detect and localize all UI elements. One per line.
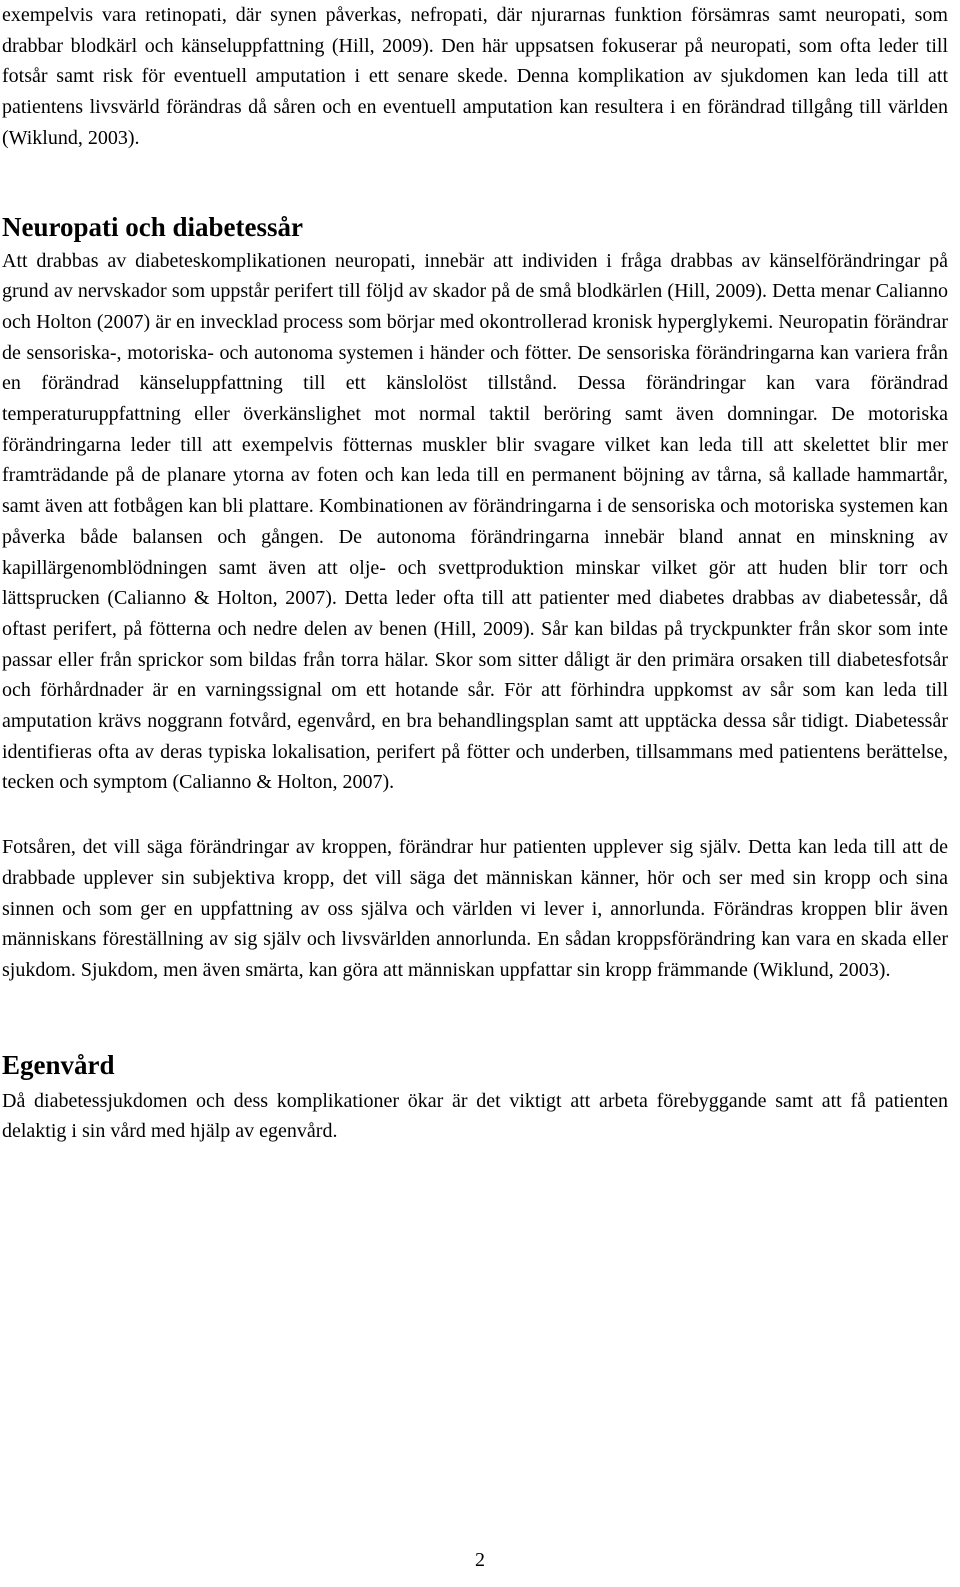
section-heading-egenvard: Egenvård (2, 1049, 115, 1080)
egenvard-paragraph: Då diabetessjukdomen och dess komplikationer ökar är det viktigt att arbeta förebyggande samt att få patienten delaktig i sin vård med hjälp av egenvård. (2, 1089, 948, 1143)
intro-paragraph: exempelvis vara retinopati, där synen påverkas, nefropati, där njurarnas funktion försämras samt neuropati, som drabbar blodkärl och känseluppfattning (Hill, 2009). Den här uppsatsen fokuserar på neuropati, som ofta leder till fotsår samt risk för eventuell amputation i ett senare skede. Denna komplikation av sjukdomen kan leda till att patientens livsvärld förändras då såren och en eventuell amputation kan resultera i en förändrad tillgång till världen (Wiklund, 2003). (2, 4, 948, 149)
neuropati-paragraph: Att drabbas av diabeteskomplikationen neuropati, innebär att individen i fråga drabbas av känselförändringar på grund av nervskador som uppstår perifert till följd av skador på de små blodkärlen (Hill, 2009). Detta menar Calianno och Holton (2007) är en invecklad process som börjar med okontrollerad kronisk hyperglykemi. Neuropatin förändrar de sensoriska-, motoriska- och autonoma systemen i händer och fötter. De sensoriska förändringarna kan variera från en förändrad känseluppfattning till ett känslolöst tillstånd. Dessa förändringar kan vara förändrad temperaturuppfattning eller överkänslighet mot normal taktil beröring samt även domningar. De motoriska förändringarna leder till att exempelvis fötternas muskler blir svagare vilket kan leda till att skelettet blir mer framträdande på de planare ytorna av foten och kan leda till en permanent böjning av tårna, så kallade hammartår, samt även att fotbågen kan bli plattare. Kombinationen av förändringarna i de sensoriska och motoriska systemen kan påverka både balansen och gången. De autonoma förändringarna innebär bland annat en minskning av kapillärgenomblödningen samt även att olje- och svettproduktion minskar vilket gör att huden blir torr och lättsprucken (Calianno & Holton, 2007). Detta leder ofta till att patienter med diabetes drabbas av diabetessår, då oftast perifert, på fötterna och nedre delen av benen (Hill, 2009). Sår kan bildas på tryckpunkter från skor som inte passar eller från sprickor som bildas från torra hälar. Skor som sitter dåligt är den primära orsaken till diabetesfotsår och förhårdnader är en varningssignal om ett hotande sår. För att förhindra uppkomst av sår som kan leda till amputation krävs noggrann fotvård, egenvård, en bra behandlingsplan samt att upptäcka dessa sår tidigt. Diabetessår identifieras ofta av deras typiska lokalisation, perifert på fötter och underben, tillsammans med patientens berättelse, tecken och symptom (Calianno & Holton, 2007). (2, 249, 948, 794)
page-number: 2 (475, 1549, 485, 1571)
document-page (2, 0, 948, 1147)
section-heading-neuropati: Neuropati och diabetessår (2, 211, 303, 242)
fotsar-paragraph: Fotsåren, det vill säga förändringar av kroppen, förändrar hur patienten upplever sig själv. Detta kan leda till att de drabbade upplever sin subjektiva kropp, det vill säga det människan känner, hör och ser med sin kropp och sina sinnen och som ger en uppfattning av oss själva och världen vi lever i, annorlunda. Förändras kroppen blir även människans föreställning av sig själv och livsvärlden annorlunda. En sådan kroppsförändring kan vara en skada eller sjukdom. Sjukdom, men även smärta, kan göra att människan uppfattar sin kropp främmande (Wiklund, 2003). (2, 836, 948, 981)
